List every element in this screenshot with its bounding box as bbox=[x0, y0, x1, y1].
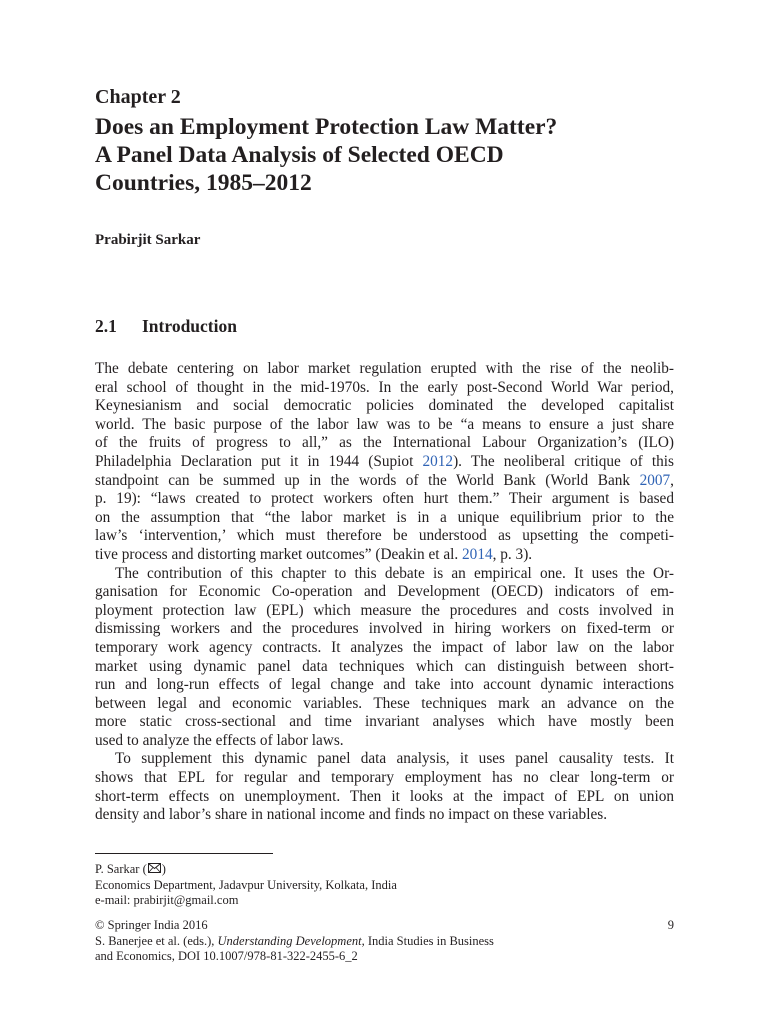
chapter-title-line: Does an Employment Protection Law Matter? bbox=[95, 114, 558, 140]
chapter-title bbox=[95, 113, 695, 197]
footnote-name: P. Sarkar ( bbox=[95, 862, 147, 876]
text-line: on the assumption that “the labor market is in a unique equilibrium prior to the bbox=[95, 508, 674, 526]
section-title: Introduction bbox=[142, 316, 237, 336]
text-line: ployment protection law (EPL) which measure the procedures and costs involved in bbox=[95, 601, 674, 619]
text-line: dismissing workers and the procedures involved in hiring workers on fixed-term or bbox=[95, 620, 674, 638]
text-line: world. The basic purpose of the labor law was to be “a means to ensure a just share bbox=[95, 415, 674, 433]
text-line: The debate centering on labor market regulation erupted with the rise of the neolib- bbox=[95, 360, 674, 377]
footnote-name-line bbox=[95, 862, 397, 878]
citation-book-title: Understanding Development, bbox=[217, 933, 365, 948]
text-line: p. 19): “laws created to protect workers often hurt them.” Their argument is based bbox=[95, 490, 674, 508]
author-name: Prabirjit Sarkar bbox=[95, 232, 201, 248]
text-segment: standpoint can be summed up in the words of the World Bank (World Bank bbox=[95, 471, 640, 489]
paragraph-1 bbox=[95, 360, 674, 565]
paragraph-2 bbox=[95, 565, 674, 751]
text-segment: tive process and distorting market outcomes” (Deakin et al. bbox=[95, 545, 463, 563]
text-line: temporary work agency contracts. It analyzes the impact of labor law on the labor bbox=[95, 638, 674, 656]
text-line: market using dynamic panel data techniques which can distinguish between short- bbox=[95, 657, 674, 675]
text-line: The contribution of this chapter to this debate is an empirical one. It uses the Or- bbox=[115, 564, 674, 582]
copyright-line: © Springer India 2016 bbox=[95, 918, 208, 932]
footnote-rule bbox=[95, 853, 273, 854]
text-line bbox=[95, 453, 674, 472]
chapter-title-line: A Panel Data Analysis of Selected OECD bbox=[95, 142, 504, 168]
footnote-affiliation: Economics Department, Jadavpur University, Kolkata, India bbox=[95, 877, 397, 892]
text-line: To supplement this dynamic panel data analysis, it uses panel causality tests. It bbox=[115, 750, 674, 768]
citation-series: India Studies in Business bbox=[364, 933, 494, 948]
author-footnote bbox=[95, 862, 397, 909]
doi-line: and Economics, DOI 10.1007/978-81-322-2455-6_2 bbox=[95, 949, 358, 963]
citation-line bbox=[95, 934, 674, 950]
text-segment: , p. 3). bbox=[492, 545, 533, 563]
text-line: Keynesianism and social democratic policies dominated the developed capitalist bbox=[95, 397, 674, 415]
paragraph-3 bbox=[95, 750, 674, 824]
text-line bbox=[95, 472, 674, 491]
text-line: short-term effects on unemployment. Then it looks at the impact of EPL on union bbox=[95, 787, 674, 805]
text-line: density and labor’s share in national income and finds no impact on these variables. bbox=[95, 806, 608, 824]
section-heading bbox=[95, 316, 237, 337]
text-line bbox=[95, 546, 674, 565]
text-segment: , bbox=[670, 471, 674, 489]
footnote-email: e-mail: prabirjit@gmail.com bbox=[95, 893, 239, 907]
text-line: eral school of thought in the mid-1970s. In the early post-Second World War period, bbox=[95, 378, 674, 396]
text-segment: Philadelphia Declaration put it in 1944 (Supiot bbox=[95, 452, 423, 470]
text-line: shows that EPL for regular and temporary employment has no clear long-term or bbox=[95, 769, 674, 787]
chapter-label: Chapter 2 bbox=[95, 86, 181, 108]
citation-link[interactable]: 2007 bbox=[639, 471, 671, 489]
citation-editors: S. Banerjee et al. (eds.), bbox=[95, 933, 218, 948]
citation-link[interactable]: 2014 bbox=[462, 545, 493, 563]
text-line: between legal and economic variables. These techniques mark an advance on the bbox=[95, 694, 674, 712]
text-line: used to analyze the effects of labor laws. bbox=[95, 731, 344, 749]
text-segment: ). The neoliberal critique of this bbox=[453, 452, 674, 470]
chapter-title-line: Countries, 1985–2012 bbox=[95, 170, 312, 196]
text-line: more static cross-sectional and time invariant analyses which have mostly been bbox=[95, 713, 674, 731]
envelope-icon bbox=[148, 863, 161, 873]
copyright-block bbox=[95, 918, 674, 965]
page-number: 9 bbox=[667, 918, 674, 932]
text-line: law’s ‘intervention,’ which must therefore be understood as upsetting the competi- bbox=[95, 527, 674, 545]
body-text bbox=[95, 360, 674, 825]
text-line: run and long-run effects of legal change and take into account dynamic interactions bbox=[95, 676, 674, 694]
text-line: of the fruits of progress to all,” as the International Labour Organization’s (ILO) bbox=[95, 434, 674, 452]
footnote-name-close: ) bbox=[161, 862, 166, 876]
section-number: 2.1 bbox=[95, 316, 117, 336]
text-line: ganisation for Economic Co-operation and Development (OECD) indicators of em- bbox=[95, 583, 674, 601]
citation-link[interactable]: 2012 bbox=[422, 452, 454, 470]
